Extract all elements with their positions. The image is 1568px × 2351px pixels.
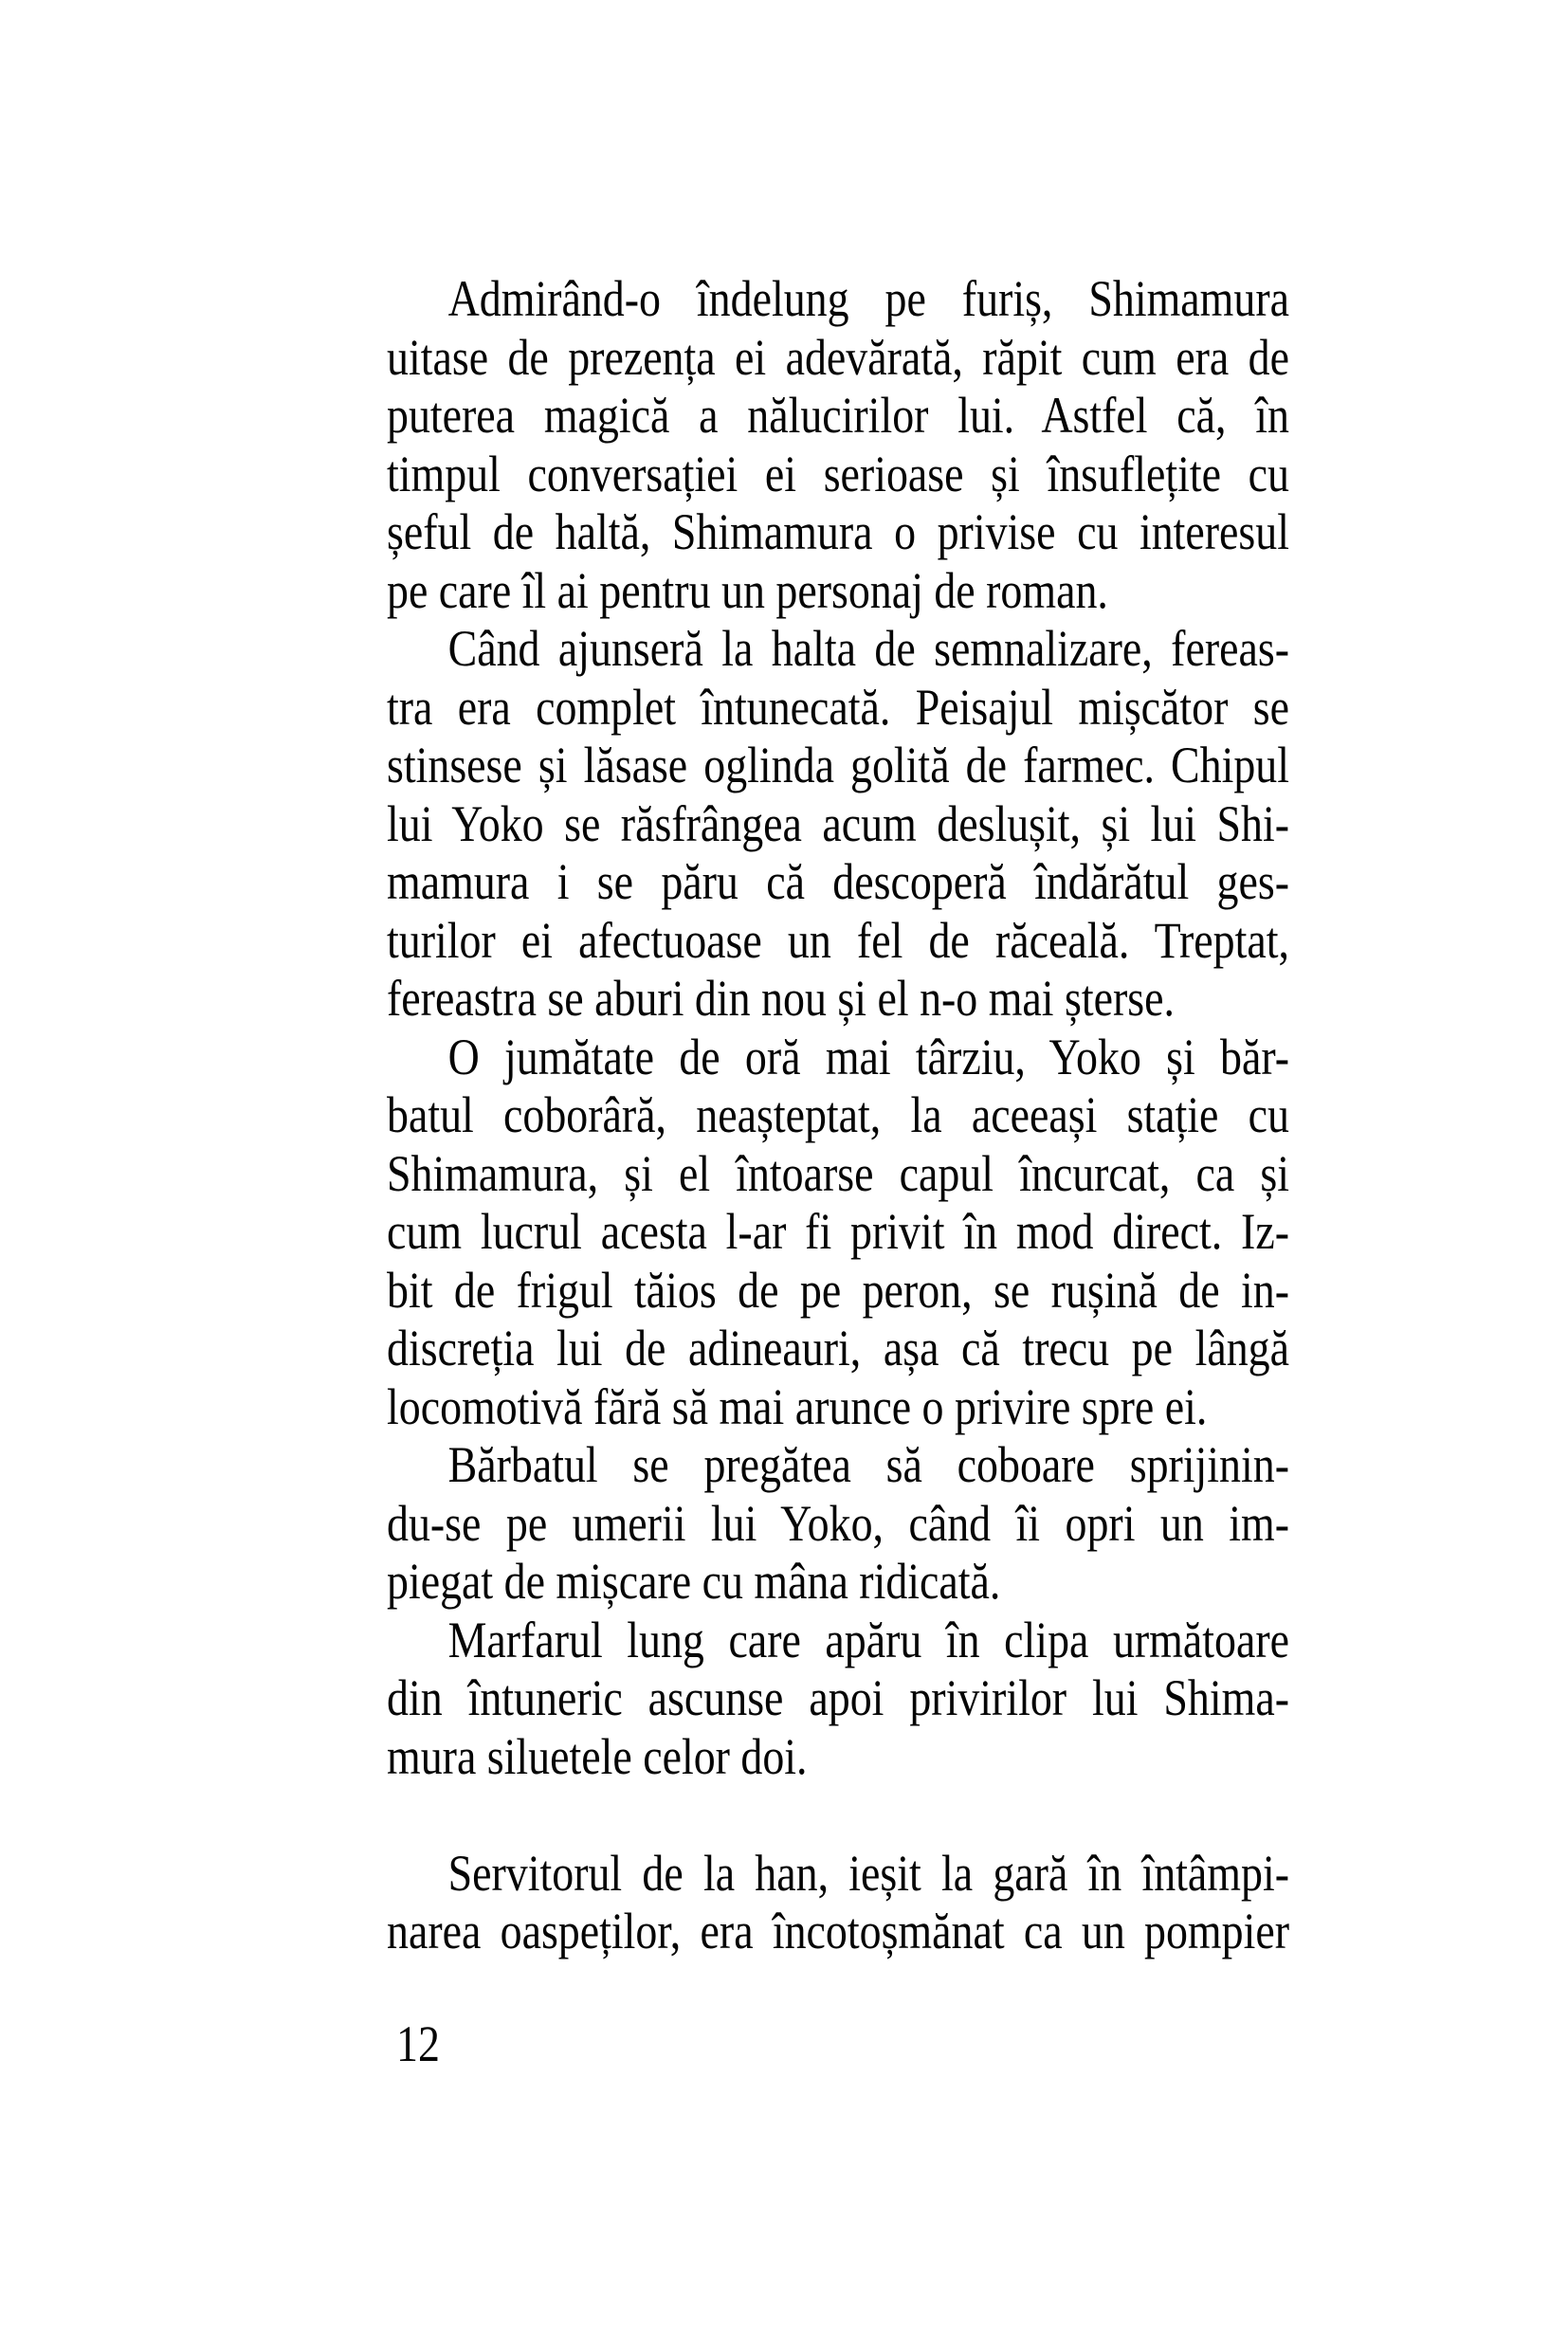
text-line: narea oaspeților, era încotoșmănat ca un pompier: [387, 1903, 1289, 1959]
text-block: [387, 270, 1289, 1961]
text-line: mura siluetele celor doi.: [387, 1727, 808, 1785]
text-line: Bărbatul se pregătea să coboare sprijinin-: [447, 1436, 1290, 1493]
text-line: discreția lui de adineauri, așa că trecu pe lângă: [387, 1320, 1289, 1376]
text-line: stinsese și lăsase oglinda golită de farmec. Chipul: [387, 737, 1289, 793]
page-number: 12: [396, 2015, 440, 2072]
paragraph: [387, 1612, 1289, 1787]
text-line: cum lucrul acesta l-ar fi privit în mod direct. Iz-: [387, 1203, 1289, 1260]
section-break: [387, 1786, 1289, 1845]
text-line: batul coborâră, neașteptat, la aceeași stație cu: [387, 1086, 1289, 1143]
paragraph: [387, 1436, 1289, 1612]
paragraph: [387, 620, 1289, 1029]
paragraph: [387, 1845, 1289, 1961]
text-line: O jumătate de oră mai târziu, Yoko și băr-: [447, 1028, 1290, 1085]
text-line: Marfarul lung care apăru în clipa următoare: [447, 1611, 1290, 1668]
text-line: timpul conversației ei serioase și însuflețite cu: [387, 445, 1289, 502]
text-line: piegat de mișcare cu mâna ridicată.: [387, 1553, 1001, 1610]
text-line: pe care îl ai pentru un personaj de roman.: [387, 561, 1108, 619]
paragraph: [387, 270, 1289, 620]
text-line: Servitorul de la han, ieșit la gară în întâmpi-: [447, 1844, 1290, 1902]
text-line: Admirând-o îndelung pe furiș, Shimamura: [447, 270, 1290, 327]
text-line: puterea magică a nălucirilor lui. Astfel că, în: [387, 387, 1289, 444]
text-line: tra era complet întunecată. Peisajul mișcător se: [387, 678, 1289, 736]
text-line: șeful de haltă, Shimamura o privise cu interesul: [387, 503, 1289, 560]
text-line: lui Yoko se răsfrângea acum deslușit, și lui Shi-: [387, 794, 1289, 852]
text-line: fereastra se aburi din nou și el n-o mai șterse.: [387, 970, 1176, 1027]
text-line: bit de frigul tăios de pe peron, se rușină de in-: [387, 1261, 1289, 1319]
paragraph: [387, 1029, 1289, 1437]
text-line: Când ajunseră la halta de semnalizare, fereas-: [447, 620, 1290, 677]
text-line: locomotivă fără să mai arunce o privire spre ei.: [387, 1377, 1208, 1435]
text-line: mamura i se păru că descoperă îndărătul ges-: [387, 853, 1289, 910]
text-line: Shimamura, și el întoarse capul încurcat, ca și: [387, 1144, 1289, 1202]
text-line: din întuneric ascunse apoi privirilor lui Shima-: [387, 1669, 1289, 1726]
text-line: uitase de prezența ei adevărată, răpit cum era de: [387, 328, 1289, 386]
text-line: turilor ei afectuoase un fel de răceală. Treptat,: [387, 911, 1289, 969]
text-line: du-se pe umerii lui Yoko, când îi opri un im-: [387, 1494, 1289, 1552]
